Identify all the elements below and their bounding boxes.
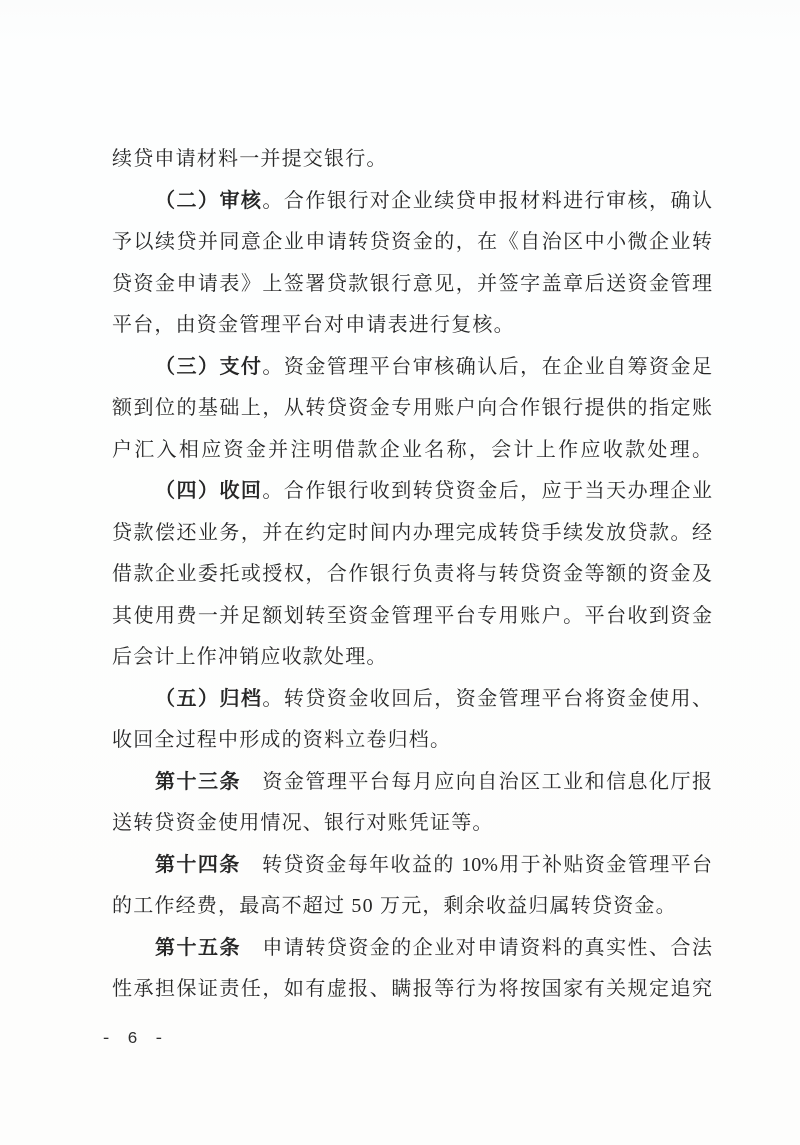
document-line xyxy=(112,347,712,389)
section-heading: （二）审核 xyxy=(155,189,263,212)
line-text: 的工作经费，最高不超过 50 万元，剩余收益归属转贷资金。 xyxy=(112,895,677,917)
document-line xyxy=(112,803,712,845)
document-line xyxy=(112,181,712,223)
line-text: 转贷资金每年收益的 10%用于补贴资金管理平台 xyxy=(240,853,712,876)
document-line xyxy=(112,388,712,430)
line-text: 送转贷资金使用情况、银行对账凭证等。 xyxy=(112,812,494,834)
line-text: 后会计上作冲销应收款处理。 xyxy=(112,646,388,668)
document-line xyxy=(112,762,712,804)
document-line xyxy=(112,222,712,264)
document-line xyxy=(112,969,712,1011)
document-text-block xyxy=(112,139,712,1011)
document-line xyxy=(112,554,712,596)
line-text: 。合作银行对企业续贷申报材料进行审核，确认 xyxy=(262,189,713,212)
section-heading: （四）收回 xyxy=(155,480,263,502)
document-line xyxy=(112,471,712,513)
line-text: 资金管理平台每月应向自治区工业和信息化厅报 xyxy=(240,770,713,793)
document-line xyxy=(112,845,712,887)
line-text: 。转贷资金收回后，资金管理平台将资金使用、 xyxy=(262,687,713,710)
line-text: 借款企业委托或授权，合作银行负责将与转贷资金等额的资金及 xyxy=(112,563,712,585)
document-line xyxy=(112,720,712,762)
document-line xyxy=(112,305,712,347)
document-line xyxy=(112,596,712,638)
line-text: 额到位的基础上，从转贷资金专用账户向合作银行提供的指定账 xyxy=(112,397,712,419)
line-text: 性承担保证责任，如有虚报、瞒报等行为将按国家有关规定追究 xyxy=(112,978,712,1000)
document-line xyxy=(112,264,712,306)
document-line xyxy=(112,430,712,472)
line-text: 予以续贷并同意企业申请转贷资金的，在《自治区中小微企业转 xyxy=(112,231,712,253)
page-number: - 6 - xyxy=(101,1030,168,1049)
line-text: 。合作银行收到转贷资金后，应于当天办理企业 xyxy=(262,480,713,502)
line-text: 其使用费一并足额划转至资金管理平台专用账户。平台收到资金 xyxy=(112,604,712,627)
line-text: 户汇入相应资金并注明借款企业名称，会计上作应收款处理。 xyxy=(112,438,712,461)
article-heading: 第十五条 xyxy=(155,936,241,959)
document-line xyxy=(112,928,712,970)
line-text: 申请转贷资金的企业对申请资料的真实性、合法 xyxy=(240,936,713,959)
line-text: 平台，由资金管理平台对申请表进行复核。 xyxy=(112,314,515,336)
document-line xyxy=(112,513,712,555)
article-heading: 第十四条 xyxy=(155,853,241,876)
line-text: 。资金管理平台审核确认后，在企业自筹资金足 xyxy=(262,355,713,378)
document-line xyxy=(112,637,712,679)
section-heading: （三）支付 xyxy=(155,355,263,378)
line-text: 续贷申请材料一并提交银行。 xyxy=(112,148,388,170)
document-line xyxy=(112,886,712,928)
line-text: 贷资金申请表》上签署贷款银行意见，并签字盖章后送资金管理 xyxy=(112,272,712,295)
section-heading: （五）归档 xyxy=(155,687,263,710)
line-text: 收回全过程中形成的资料立卷归档。 xyxy=(112,729,452,751)
line-text: 贷款偿还业务，并在约定时间内办理完成转贷手续发放贷款。经 xyxy=(112,521,712,544)
document-line xyxy=(112,679,712,721)
document-line xyxy=(112,139,712,181)
article-heading: 第十三条 xyxy=(155,770,241,793)
